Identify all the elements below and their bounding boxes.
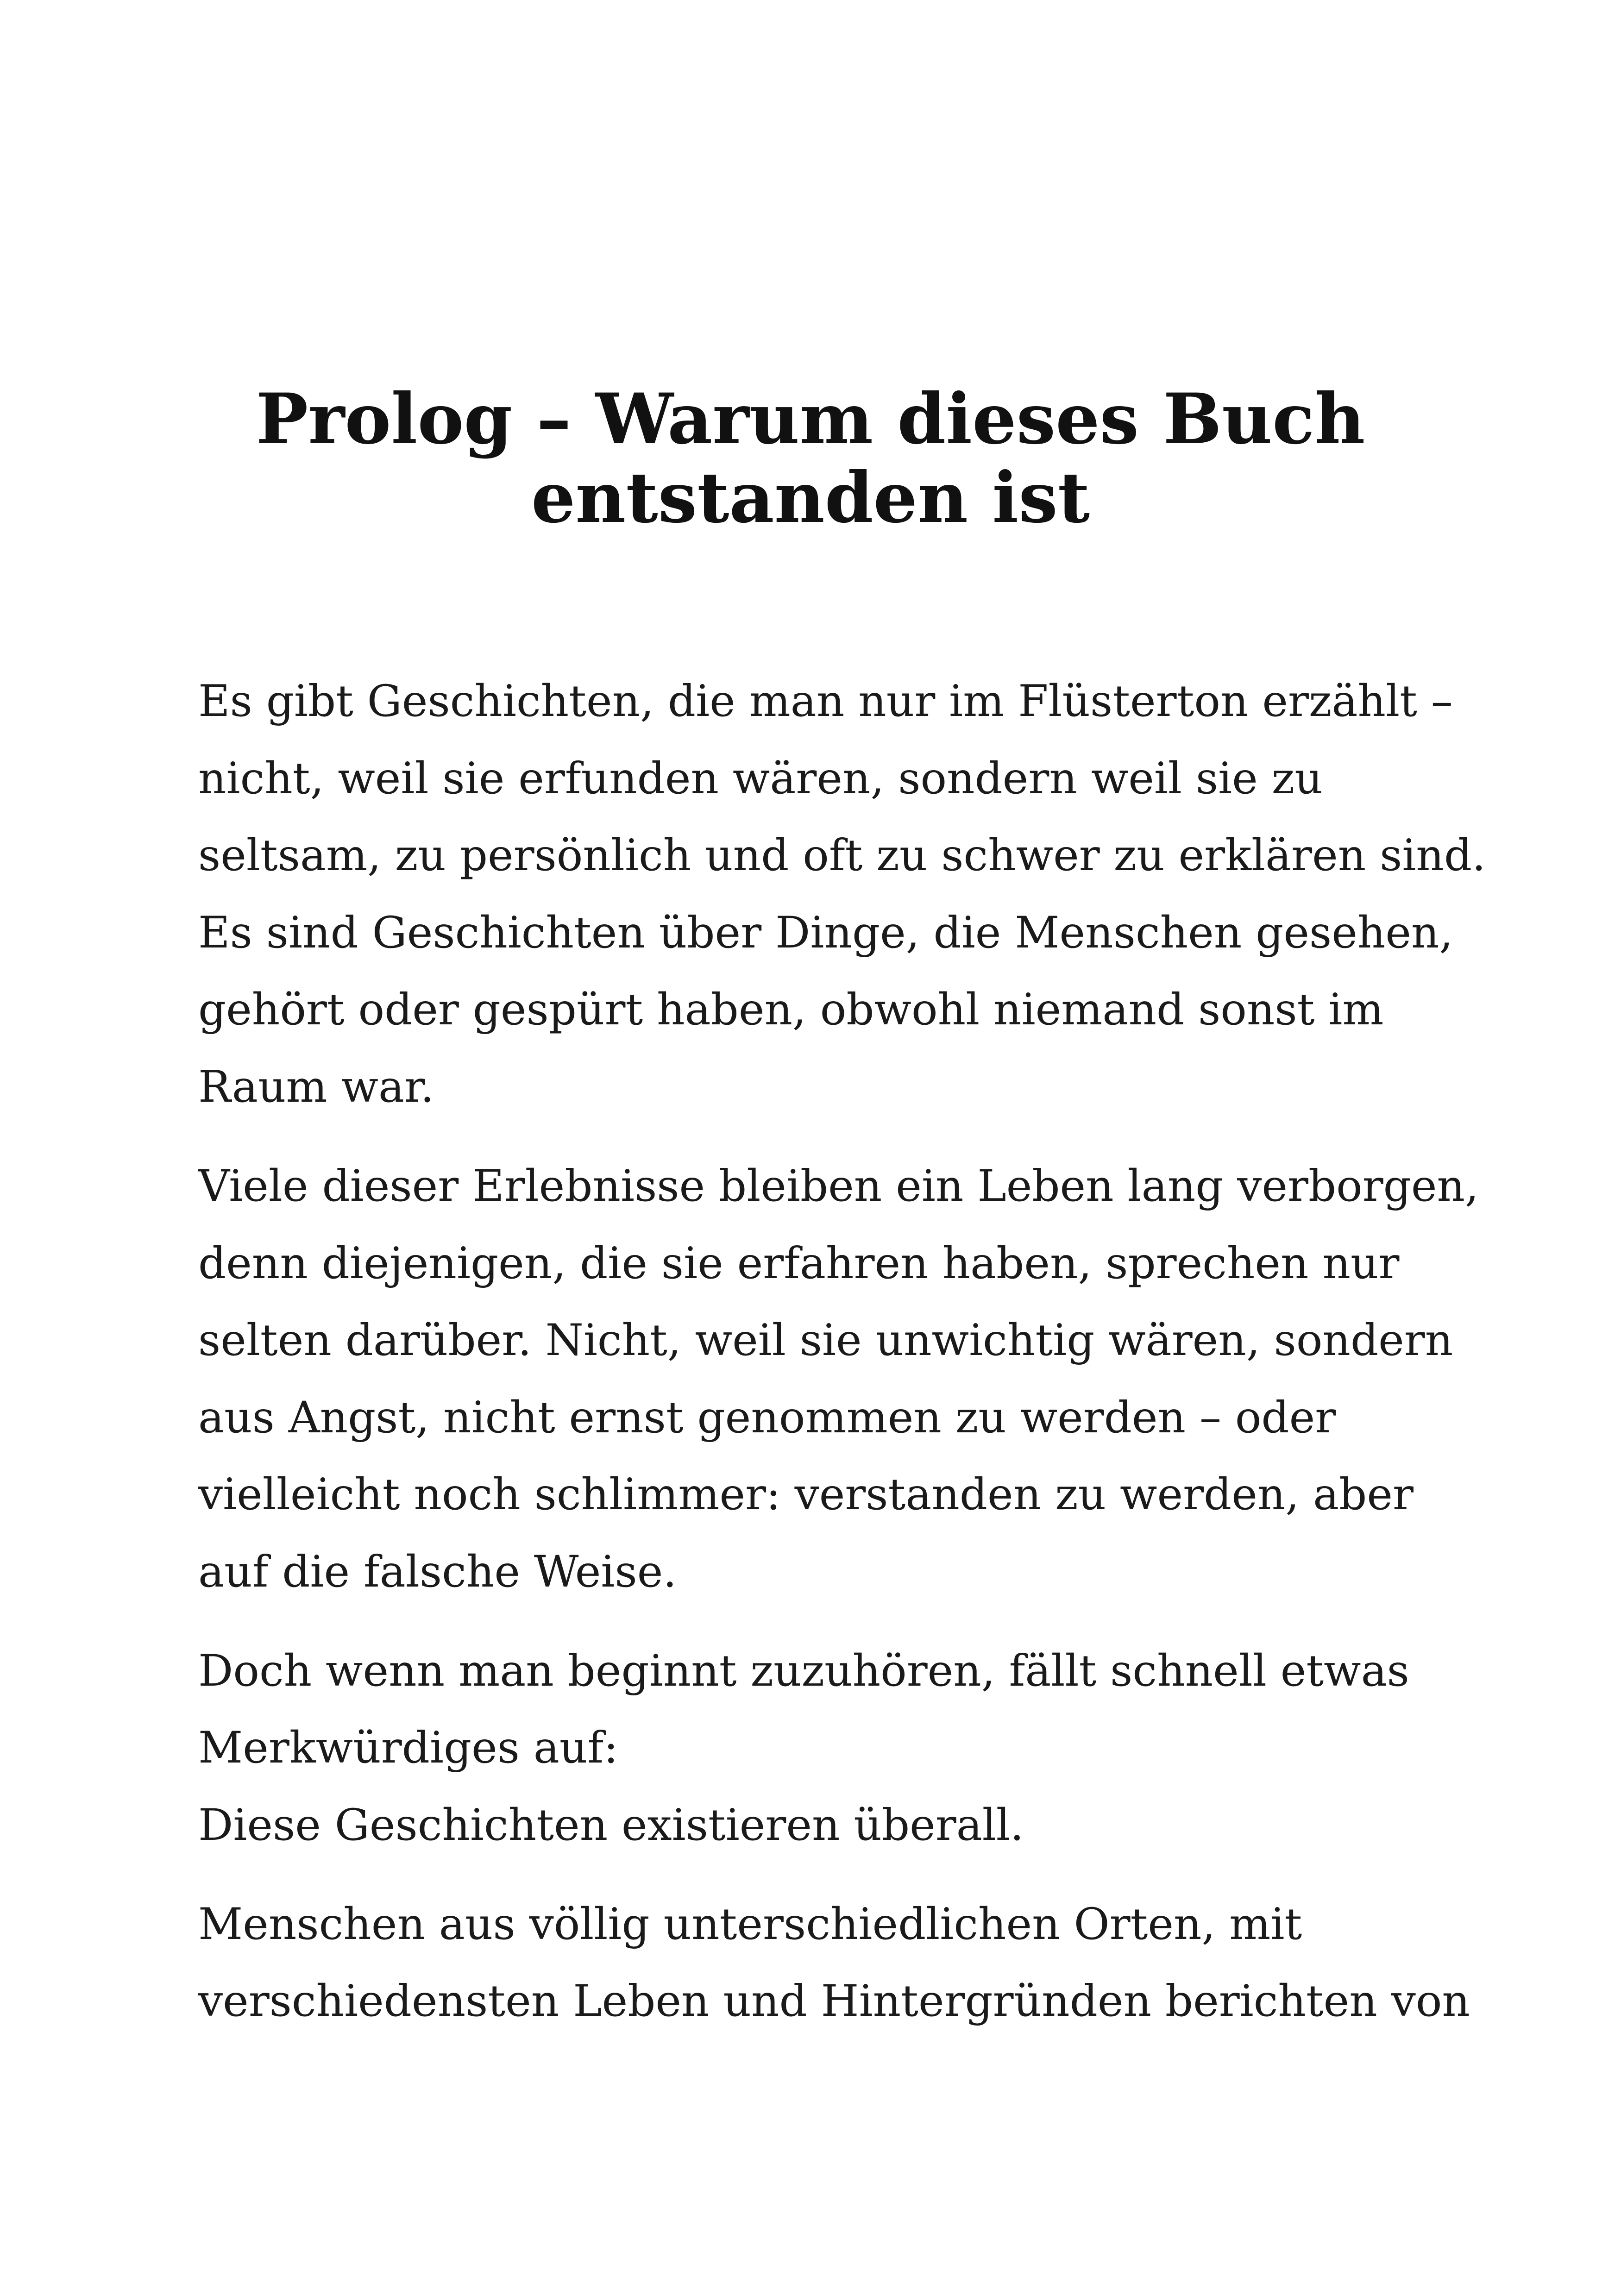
paragraph-3-line-3: Diese Geschichten existieren überall.	[198, 1800, 1024, 1851]
paragraph-4-line-2: verschiedensten Leben und Hintergründen berichten von	[198, 1976, 1470, 2026]
paragraph-2-line-3: selten darüber. Nicht, weil sie unwichtig wären, sondern	[198, 1315, 1453, 1366]
paragraph-2-line-1: Viele dieser Erlebnisse bleiben ein Leben lang verborgen,	[198, 1161, 1479, 1211]
paragraph-4-line-1: Menschen aus völlig unterschiedlichen Orten, mit	[198, 1899, 1302, 1950]
paragraph-1-line-6: Raum war.	[198, 1062, 434, 1112]
paragraph-1-line-1: Es gibt Geschichten, die man nur im Flüsterton erzählt –	[198, 676, 1453, 727]
paragraph-2-line-6: auf die falsche Weise.	[198, 1547, 677, 1597]
paragraph-1-line-4: Es sind Geschichten über Dinge, die Menschen gesehen,	[198, 908, 1453, 958]
chapter-title-line-1: Prolog – Warum dieses Buch	[256, 378, 1365, 460]
paragraph-2-line-4: aus Angst, nicht ernst genommen zu werden – oder	[198, 1393, 1336, 1443]
chapter-title-line-2: entstanden ist	[531, 457, 1090, 539]
paragraph-2-line-2: denn diejenigen, die sie erfahren haben, sprechen nur	[198, 1238, 1400, 1289]
paragraph-1-line-5: gehört oder gespürt haben, obwohl niemand sonst im	[198, 985, 1384, 1035]
paragraph-1-line-2: nicht, weil sie erfunden wären, sondern weil sie zu	[198, 753, 1323, 804]
paragraph-3-line-2: Merkwürdiges auf:	[198, 1723, 618, 1773]
paragraph-2-line-5: vielleicht noch schlimmer: verstanden zu werden, aber	[198, 1469, 1414, 1520]
paragraph-3-line-1: Doch wenn man beginnt zuzuhören, fällt schnell etwas	[198, 1646, 1409, 1696]
paragraph-1-line-3: seltsam, zu persönlich und oft zu schwer zu erklären sind.	[198, 830, 1486, 881]
